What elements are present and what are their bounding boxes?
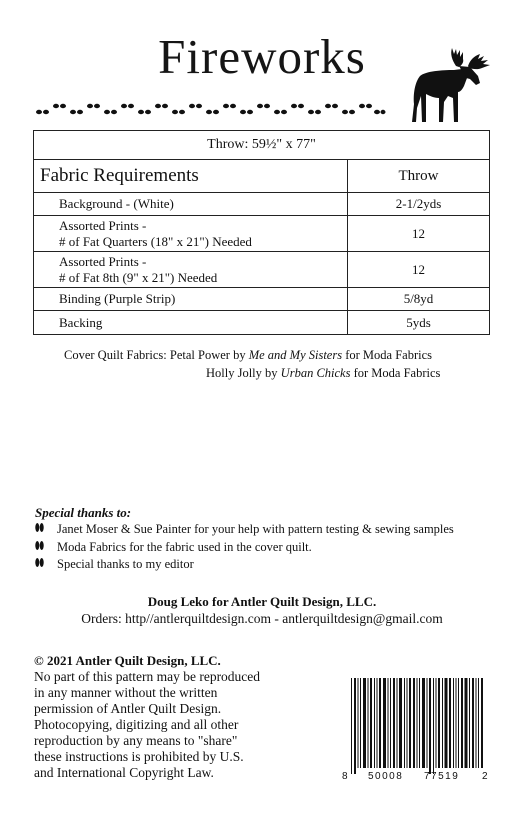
row-label-line1: Assorted Prints -: [59, 217, 147, 233]
copyright-line: permission of Antler Quilt Design.: [34, 701, 222, 716]
copyright-line: these instructions is prohibited by U.S.: [34, 749, 244, 764]
list-item-text: Janet Moser & Sue Painter for your help with pattern testing & sewing samples: [57, 522, 454, 536]
copyright-line: Photocopying, digitizing and all other: [34, 717, 239, 732]
row-label: [34, 252, 348, 288]
copyright-heading: © 2021 Antler Quilt Design, LLC.: [34, 653, 221, 668]
row-value: 12: [348, 216, 490, 252]
cover-fabrics-line2: [206, 366, 440, 381]
row-label-line2: # of Fat Quarters (18" x 21") Needed: [59, 233, 252, 249]
table-row: [34, 311, 490, 335]
list-item-text: Special thanks to my editor: [57, 557, 194, 571]
list-item-text: Moda Fabrics for the fabric used in the cover quilt.: [57, 540, 312, 554]
deer-tracks-divider: [36, 101, 386, 123]
barcode-group1: 50008: [368, 771, 404, 782]
list-item: [35, 557, 194, 572]
row-label: [34, 288, 348, 311]
cover-text: for Moda Fabrics: [342, 348, 433, 362]
row-label: [34, 311, 348, 335]
list-item: [35, 540, 312, 555]
copyright-line: reproduction by any means to "share": [34, 733, 238, 748]
cover-fabrics-line1: [64, 348, 432, 363]
hoof-bullet-icon: [35, 557, 57, 572]
special-thanks-heading: Special thanks to:: [35, 505, 132, 520]
row-value: 5yds: [348, 311, 490, 335]
row-label-line1: Binding (Purple Strip): [59, 291, 176, 306]
table-row: [34, 252, 490, 288]
copyright-line: No part of this pattern may be reproduced: [34, 669, 261, 684]
barcode-group2: 77519: [424, 771, 460, 782]
cover-text: Cover Quilt Fabrics: Petal Power by: [64, 348, 249, 362]
row-label: [34, 216, 348, 252]
copyright-line: in any manner without the written: [34, 685, 218, 700]
fabric-requirements-table: [33, 130, 490, 335]
cover-text: for Moda Fabrics: [350, 366, 441, 380]
row-label: [34, 193, 348, 216]
hoof-bullet-icon: [35, 540, 57, 555]
row-label-line1: Background - (White): [59, 196, 174, 211]
cover-designer: Me and My Sisters: [248, 348, 343, 362]
pattern-title: Fireworks: [158, 29, 366, 84]
orders-info: Orders: http//antlerquiltdesign.com - antlerquiltdesign@gmail.com: [81, 611, 443, 626]
row-label-line1: Backing: [59, 314, 103, 330]
row-label-line2: # of Fat 8th (9" x 21") Needed: [59, 269, 218, 285]
row-label-line1: Assorted Prints -: [59, 253, 147, 269]
list-item: [35, 522, 454, 537]
barcode-digit-right: 2: [482, 771, 488, 782]
header-fabric-requirements: Fabric Requirements: [34, 160, 348, 193]
cover-text: Holly Jolly by: [206, 366, 281, 380]
table-row: [34, 193, 490, 216]
header-throw: Throw: [348, 160, 490, 193]
barcode: [341, 676, 492, 784]
size-row: [34, 131, 490, 160]
header-row: [34, 160, 490, 193]
row-value: 2-1/2yds: [348, 193, 490, 216]
row-value: 12: [348, 252, 490, 288]
copyright-line: and International Copyright Law.: [34, 765, 214, 780]
hoof-bullet-icon: [35, 522, 57, 537]
barcode-bars: [351, 678, 483, 774]
designer-credit: Doug Leko for Antler Quilt Design, LLC.: [147, 594, 377, 609]
size-cell: Throw: 59½" x 77": [34, 131, 490, 160]
barcode-digit-left: 8: [342, 771, 348, 782]
table-row: [34, 288, 490, 311]
cover-designer: Urban Chicks: [280, 366, 351, 380]
row-value: 5/8yd: [348, 288, 490, 311]
table-row: [34, 216, 490, 252]
moose-logo-icon: [412, 46, 492, 124]
